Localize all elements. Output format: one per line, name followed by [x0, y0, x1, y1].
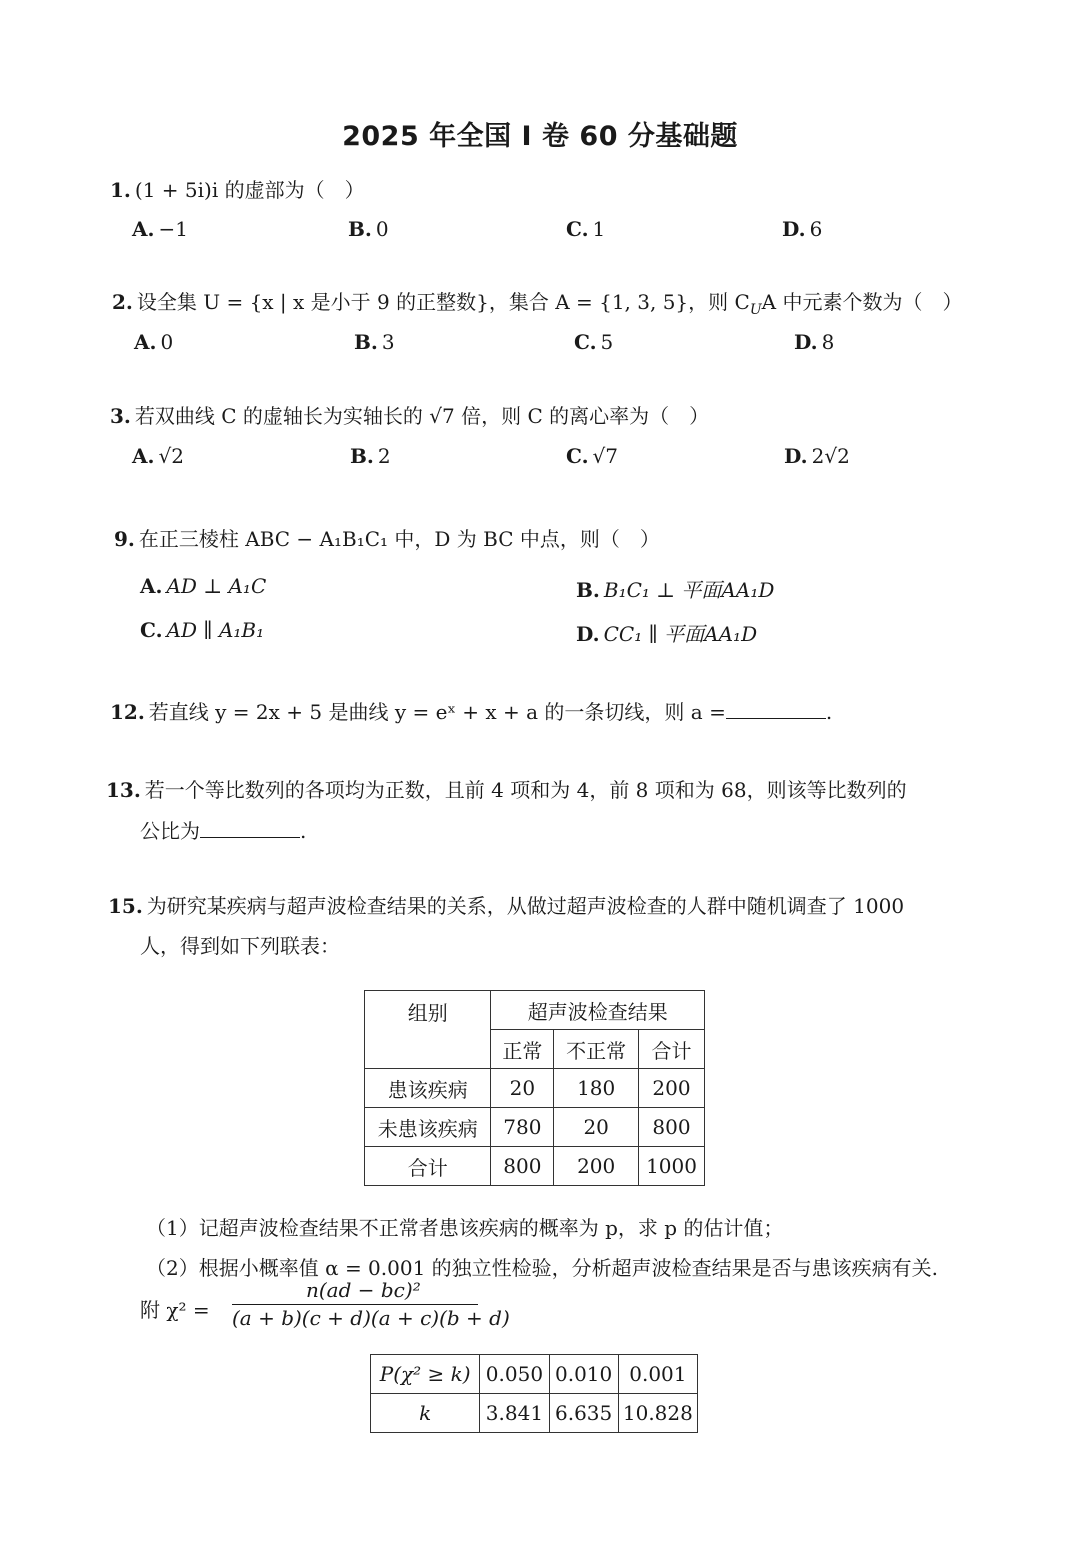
option-d: [784, 444, 850, 468]
table-row: [365, 1147, 705, 1186]
option-value: 0: [375, 217, 389, 241]
option-c: [566, 217, 605, 241]
question-12: [110, 696, 832, 725]
option-value: 2: [377, 444, 391, 468]
question-text-end: A 中元素个数为（ ）: [761, 290, 963, 314]
question-number: 13.: [106, 778, 141, 802]
question-9: [114, 523, 660, 552]
option-value: CC₁ ∥ 平面AA₁D: [603, 622, 758, 646]
question-15-part2: （2）根据小概率值 α = 0.001 的独立性检验，分析超声波检查结果是否与患该疾病有关.: [146, 1256, 939, 1280]
question-text: 若直线 y = 2x + 5 是曲线 y = eˣ + x + a 的一条切线，则 a =: [148, 700, 726, 724]
ptable-cell: 6.635: [549, 1394, 618, 1433]
contingency-table: [364, 990, 705, 1186]
table-cell: 1000: [639, 1147, 705, 1186]
question-3: [110, 400, 709, 429]
option-label: A.: [132, 444, 155, 468]
question-1: [110, 174, 365, 203]
question-text: 在正三棱柱 ABC − A₁B₁C₁ 中，D 为 BC 中点，则（ ）: [138, 527, 660, 551]
option-label: A.: [134, 330, 157, 354]
probability-table: [370, 1354, 698, 1433]
question-13: [106, 774, 907, 803]
option-label: A.: [140, 574, 163, 598]
subscript: U: [749, 302, 762, 318]
option-b: [348, 217, 389, 241]
option-label: C.: [566, 217, 589, 241]
option-label: C.: [140, 618, 163, 642]
question-end: .: [300, 819, 307, 843]
option-c: [574, 330, 613, 354]
question-end: .: [825, 700, 833, 724]
option-value: 8: [821, 330, 835, 354]
option-value: 0: [160, 330, 174, 354]
chi-square-formula: [140, 1278, 510, 1338]
option-b: [354, 330, 395, 354]
question-2: [112, 286, 962, 318]
option-label: C.: [566, 444, 589, 468]
question-number: 2.: [112, 290, 133, 314]
option-value: √7: [592, 444, 618, 468]
table-cell: 20: [554, 1108, 639, 1147]
row-label: 未患该疾病: [365, 1108, 491, 1147]
option-label: B.: [576, 578, 600, 602]
option-label: D.: [784, 444, 808, 468]
answer-blank[interactable]: [200, 819, 300, 838]
fraction-bar: [232, 1304, 478, 1305]
option-a: [134, 330, 173, 354]
option-value: √2: [158, 444, 184, 468]
question-number: 15.: [108, 894, 143, 918]
ptable-head: 0.010: [549, 1355, 618, 1394]
question-number: 12.: [110, 700, 145, 724]
option-value: 5: [600, 330, 614, 354]
option-label: D.: [794, 330, 818, 354]
question-text: 设全集 U = {x | x 是小于 9 的正整数}，集合 A = {1, 3, 5}，则 C: [136, 290, 750, 314]
table-cell: 180: [554, 1069, 639, 1108]
ptable-head: 0.001: [618, 1355, 697, 1394]
option-value: 6: [809, 217, 823, 241]
question-15-part1: （1）记超声波检查结果不正常者患该疾病的概率为 p，求 p 的估计值；: [146, 1216, 784, 1240]
ptable-head: P(χ² ≥ k): [371, 1355, 480, 1394]
ptable-cell: k: [371, 1394, 480, 1433]
question-text: 公比为: [140, 819, 200, 843]
table-row: [365, 1069, 705, 1108]
question-text: (1 + 5i)i 的虚部为（ ）: [134, 178, 365, 202]
option-d: [794, 330, 834, 354]
question-13-line2: [140, 815, 306, 844]
option-b: [350, 444, 391, 468]
table-cell: 800: [491, 1147, 554, 1186]
question-number: 3.: [110, 404, 131, 428]
table-col-header: 正常: [491, 1030, 554, 1069]
option-label: B.: [350, 444, 374, 468]
table-col-header: 不正常: [554, 1030, 639, 1069]
table-cell: 20: [491, 1069, 554, 1108]
option-label: D.: [782, 217, 806, 241]
option-c: [140, 618, 264, 642]
option-a: [132, 444, 184, 468]
option-label: A.: [132, 217, 155, 241]
formula-numerator: n(ad − bc)²: [306, 1278, 421, 1302]
option-a: [132, 217, 188, 241]
page-title: 2025 年全国 I 卷 60 分基础题: [342, 121, 738, 152]
option-d: [576, 618, 757, 647]
table-col-header: 合计: [639, 1030, 705, 1069]
table-header-group: 组别: [365, 991, 491, 1069]
option-value: AD ⊥ A₁C: [166, 574, 267, 598]
question-text: 若双曲线 C 的虚轴长为实轴长的 √7 倍，则 C 的离心率为（ ）: [134, 404, 710, 428]
option-label: C.: [574, 330, 597, 354]
question-text: 若一个等比数列的各项均为正数，且前 4 项和为 4，前 8 项和为 68，则该等比数列的: [144, 778, 907, 802]
question-text: 人，得到如下列联表：: [140, 934, 340, 958]
question-15: [108, 890, 904, 919]
table-cell: 200: [639, 1069, 705, 1108]
row-label: 患该疾病: [365, 1069, 491, 1108]
formula-denominator: (a + b)(c + d)(a + c)(b + d): [232, 1306, 510, 1330]
option-a: [140, 574, 266, 598]
option-d: [782, 217, 822, 241]
option-value: 2√2: [811, 444, 850, 468]
question-15-line2: [140, 930, 340, 959]
question-number: 9.: [114, 527, 135, 551]
table-header-result: 超声波检查结果: [491, 991, 705, 1030]
option-value: AD ∥ A₁B₁: [166, 618, 265, 642]
option-label: B.: [348, 217, 372, 241]
option-value: −1: [158, 217, 188, 241]
question-text: 为研究某疾病与超声波检查结果的关系，从做过超声波检查的人群中随机调查了 1000: [146, 894, 905, 918]
ptable-cell: 10.828: [618, 1394, 697, 1433]
row-label: 合计: [365, 1147, 491, 1186]
option-value: B₁C₁ ⊥ 平面AA₁D: [603, 578, 775, 602]
answer-blank[interactable]: [726, 700, 826, 719]
option-value: 3: [381, 330, 395, 354]
table-cell: 780: [491, 1108, 554, 1147]
table-row: [365, 1108, 705, 1147]
option-label: D.: [576, 622, 600, 646]
option-b: [576, 574, 774, 603]
option-label: B.: [354, 330, 378, 354]
ptable-cell: 3.841: [480, 1394, 549, 1433]
formula-prefix: 附 χ² =: [140, 1298, 210, 1322]
ptable-head: 0.050: [480, 1355, 549, 1394]
option-value: 1: [592, 217, 606, 241]
option-c: [566, 444, 618, 468]
question-number: 1.: [110, 178, 131, 202]
table-cell: 800: [639, 1108, 705, 1147]
table-cell: 200: [554, 1147, 639, 1186]
